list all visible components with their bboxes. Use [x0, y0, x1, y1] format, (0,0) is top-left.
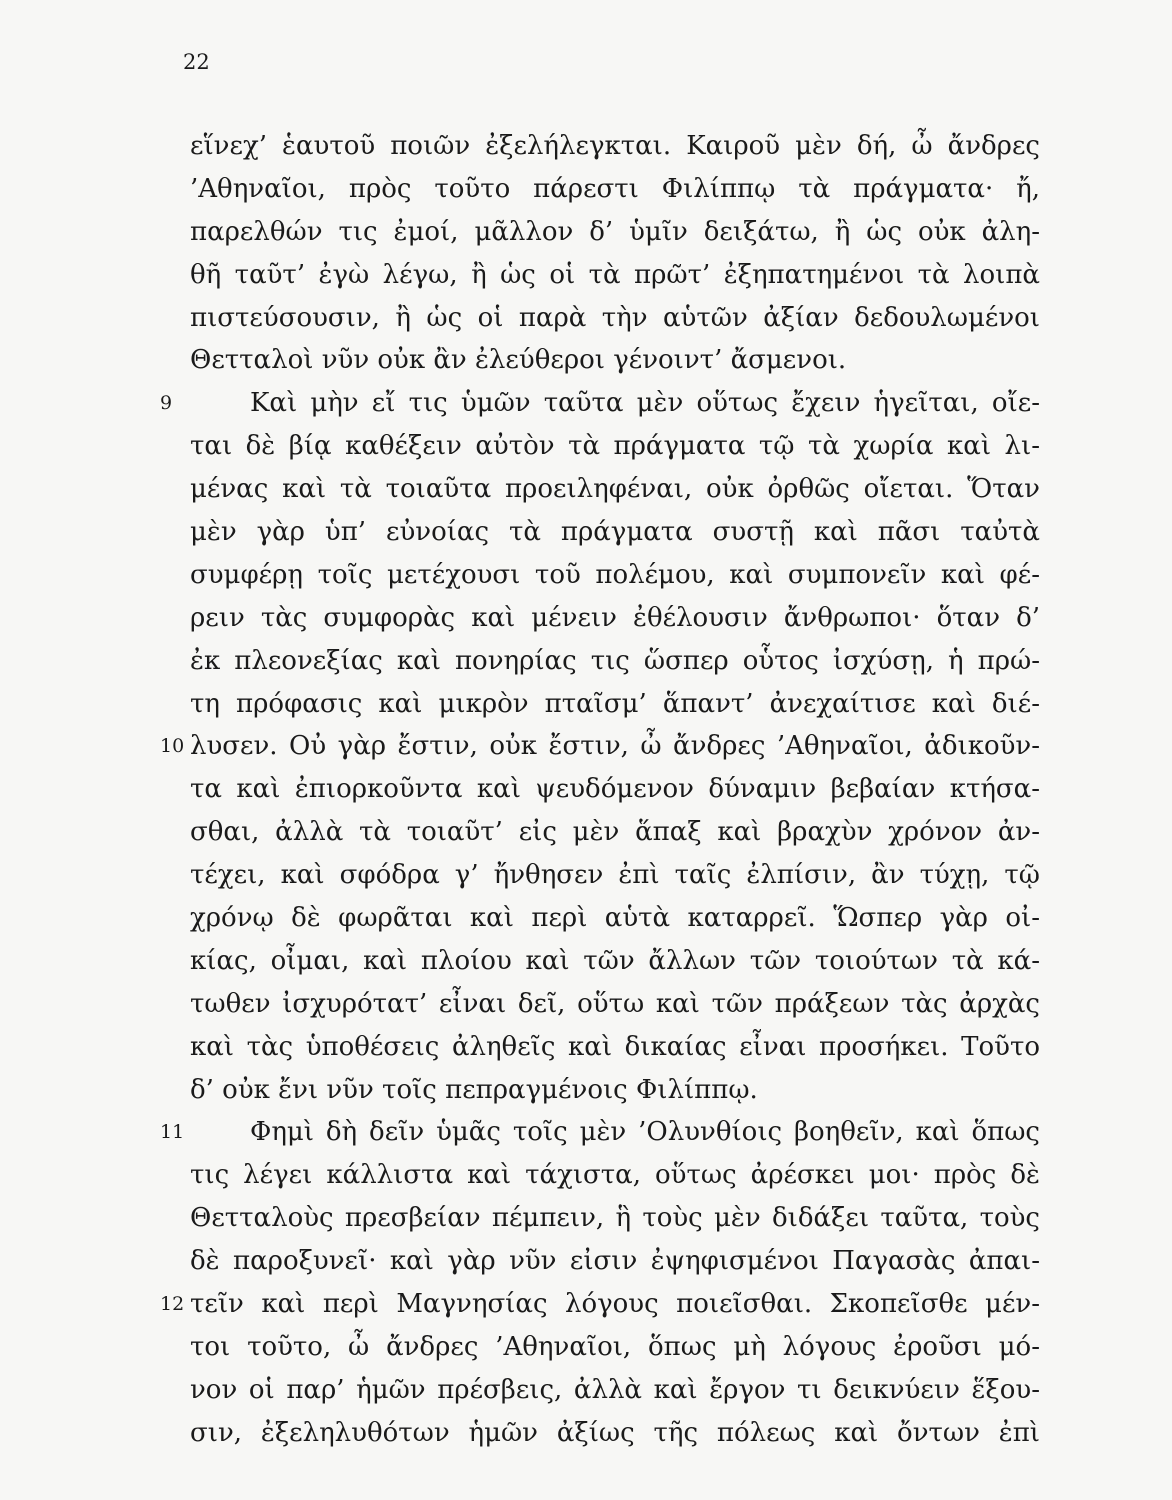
section-number: 10 — [160, 735, 185, 758]
page-number: 22 — [183, 50, 210, 74]
text-line: ρειν τὰς συμφορὰς καὶ μένειν ἐθέλουσιν ἄνθρωποι· ὅταν δ’ — [190, 602, 1040, 633]
text-line: τα καὶ ἐπιορκοῦντα καὶ ψευδόμενον δύναμιν βεβαίαν κτήσα- — [190, 774, 1040, 805]
text-line: εἵνεχ’ ἑαυτοῦ ποιῶν ἐξελήλεγκται. Καιροῦ μὲν δή, ὦ ἄνδρες — [190, 131, 1040, 161]
text-line: νον οἱ παρ’ ἡμῶν πρέσβεις, ἀλλὰ καὶ ἔργον τι δεικνύειν ἕξου- — [190, 1374, 1040, 1405]
text-line: τωθεν ἰσχυρότατ’ εἶναι δεῖ, οὕτω καὶ τῶν πράξεων τὰς ἀρχὰς — [190, 988, 1040, 1019]
text-line: ἐκ πλεονεξίας καὶ πονηρίας τις ὥσπερ οὗτος ἰσχύσῃ, ἡ πρώ- — [190, 645, 1040, 676]
text-line: ’Αθηναῖοι, πρὸς τοῦτο πάρεστι Φιλίππῳ τὰ πράγματα· ἤ, — [190, 173, 1040, 204]
text-line: παρελθών τις ἐμοί, μᾶλλον δ’ ὑμῖν δειξάτω, ἢ ὡς οὐκ ἀλη- — [190, 216, 1040, 247]
text-line: σιν, ἐξεληλυθότων ἡμῶν ἀξίως τῆς πόλεως καὶ ὄντων ἐπὶ — [190, 1417, 1040, 1448]
text-line: 12 τεῖν καὶ περὶ Μαγνησίας λόγους ποιεῖσθαι. Σκοπεῖσθε μέν- — [190, 1283, 1040, 1326]
section-number: 11 — [160, 1121, 185, 1144]
body-text — [160, 125, 1040, 1455]
text-line: δὲ παροξυνεῖ· καὶ γὰρ νῦν εἰσιν ἐψηφισμένοι Παγασὰς ἀπαι- — [190, 1246, 1040, 1277]
text-line: μὲν γὰρ ὑπ’ εὐνοίας τὰ πράγματα συστῇ καὶ πᾶσι ταὐτὰ — [190, 517, 1040, 548]
section-number: 12 — [160, 1293, 185, 1316]
text-line: 9 Καὶ μὴν εἴ τις ὑμῶν ταῦτα μὲν οὕτως ἔχειν ἡγεῖται, οἴε- — [190, 382, 1040, 425]
text-line: 10 λυσεν. Οὐ γὰρ ἔστιν, οὐκ ἔστιν, ὦ ἄνδρες ’Αθηναῖοι, ἀδικοῦν- — [190, 725, 1040, 768]
text-line: τις λέγει κάλλιστα καὶ τάχιστα, οὕτως ἀρέσκει μοι· πρὸς δὲ — [190, 1160, 1040, 1191]
text-line: καὶ τὰς ὑποθέσεις ἀληθεῖς καὶ δικαίας εἶναι προσήκει. Τοῦτο — [190, 1031, 1040, 1062]
text-line: μένας καὶ τὰ τοιαῦτα προειληφέναι, οὐκ ὀρθῶς οἴεται. Ὅταν — [190, 474, 1040, 505]
text-line: Θετταλοὺς πρεσβείαν πέμπειν, ἣ τοὺς μὲν διδάξει ταῦτα, τοὺς — [190, 1203, 1040, 1234]
text-line: τοι τοῦτο, ὦ ἄνδρες ’Αθηναῖοι, ὅπως μὴ λόγους ἐροῦσι μό- — [190, 1331, 1040, 1362]
text-line: χρόνῳ δὲ φωρᾶται καὶ περὶ αὑτὰ καταρρεῖ. Ὥσπερ γὰρ οἰ- — [190, 903, 1040, 934]
text-line: 11 Φημὶ δὴ δεῖν ὑμᾶς τοῖς μὲν ’Ολυνθίοις βοηθεῖν, καὶ ὅπως — [190, 1111, 1040, 1154]
text-line: ται δὲ βίᾳ καθέξειν αὐτὸν τὰ πράγματα τῷ τὰ χωρία καὶ λι- — [190, 431, 1040, 462]
section-number: 9 — [160, 392, 173, 415]
text-line: πιστεύσουσιν, ἢ ὡς οἱ παρὰ τὴν αὑτῶν ἀξίαν δεδουλωμένοι — [190, 302, 1040, 333]
text-line: κίας, οἶμαι, καὶ πλοίου καὶ τῶν ἄλλων τῶν τοιούτων τὰ κά- — [190, 945, 1040, 976]
text-line: θῆ ταῦτ’ ἐγὼ λέγω, ἢ ὡς οἱ τὰ πρῶτ’ ἐξηπατημένοι τὰ λοιπὰ — [190, 259, 1040, 290]
text-line: τέχει, καὶ σφόδρα γ’ ἤνθησεν ἐπὶ ταῖς ἐλπίσιν, ἂν τύχῃ, τῷ — [190, 860, 1040, 891]
text-line: Θετταλοὶ νῦν οὐκ ἂν ἐλεύθεροι γένοιντ’ ἄσμενοι. — [190, 345, 847, 376]
text-line: σθαι, ἀλλὰ τὰ τοιαῦτ’ εἰς μὲν ἅπαξ καὶ βραχὺν χρόνον ἀν- — [190, 817, 1040, 848]
text-line: συμφέρῃ τοῖς μετέχουσι τοῦ πολέμου, καὶ συμπονεῖν καὶ φέ- — [190, 559, 1040, 590]
text-line: τη πρόφασις καὶ μικρὸν πταῖσμ’ ἅπαντ’ ἀνεχαίτισε καὶ διέ- — [190, 688, 1040, 719]
text-line: δ’ οὐκ ἔνι νῦν τοῖς πεπραγμένοις Φιλίππῳ. — [190, 1074, 758, 1105]
